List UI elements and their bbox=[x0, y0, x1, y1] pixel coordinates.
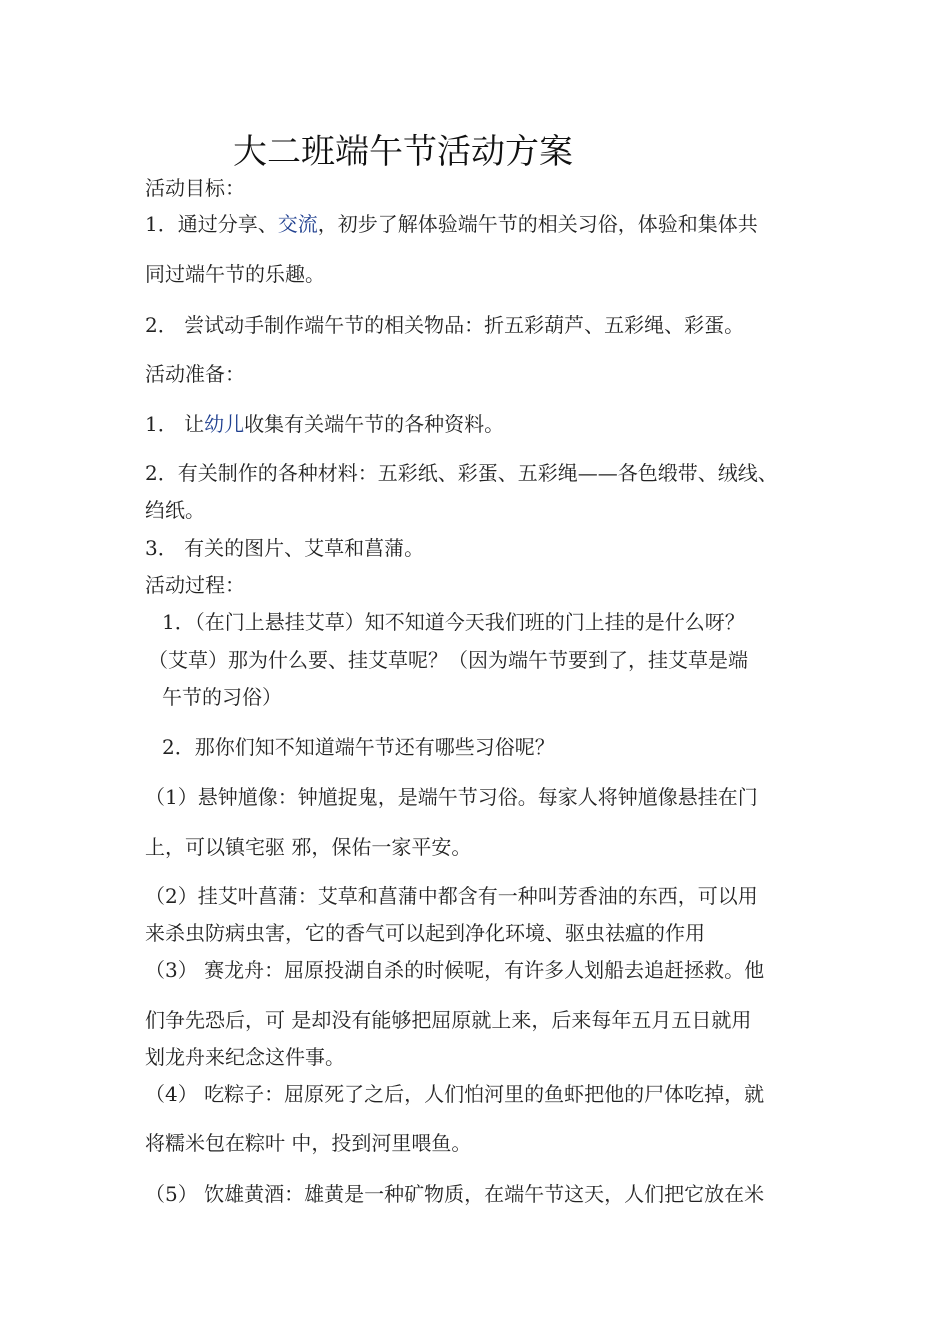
custom-4-continuation: 将糯米包在粽叶 中，投到河里喂鱼。 bbox=[145, 1131, 472, 1155]
custom-4: （4） 吃粽子：屈原死了之后，人们怕河里的鱼虾把他的尸体吃掉，就 bbox=[145, 1082, 765, 1106]
document-title: 大二班端午节活动方案 bbox=[233, 132, 573, 172]
custom-1-continuation: 上，可以镇宅驱 邪，保佑一家平安。 bbox=[145, 835, 472, 859]
prep-3: 3． 有关的图片、艾草和菖蒲。 bbox=[145, 536, 425, 560]
goal-1-link[interactable]: 交流 bbox=[277, 212, 318, 236]
prep-1 bbox=[145, 412, 504, 436]
goal-1-continuation: 同过端午节的乐趣。 bbox=[145, 262, 325, 286]
custom-2: （2）挂艾叶菖蒲：艾草和菖蒲中都含有一种叫芳香油的东西，可以用 bbox=[145, 884, 758, 908]
goals-heading: 活动目标： bbox=[145, 176, 245, 200]
custom-1: （1）悬钟馗像：钟馗捉鬼，是端午节习俗。每家人将钟馗像悬挂在门 bbox=[145, 785, 758, 809]
custom-3-continuation-2: 划龙舟来纪念这件事。 bbox=[145, 1045, 345, 1069]
process-1-continuation-2: 午节的习俗） bbox=[162, 685, 282, 709]
prep-1-link[interactable]: 幼儿 bbox=[204, 412, 245, 436]
prep-1-text: 1． 让 bbox=[145, 412, 205, 436]
goal-1-text: 1．通过分享、 bbox=[145, 212, 278, 236]
prep-2: 2．有关制作的各种材料：五彩纸、彩蛋、五彩绳——各色缎带、绒线、 bbox=[145, 461, 778, 485]
process-2: 2．那你们知不知道端午节还有哪些习俗呢？ bbox=[162, 735, 555, 759]
process-heading: 活动过程： bbox=[145, 573, 245, 597]
prep-2-continuation: 绉纸。 bbox=[145, 498, 205, 522]
process-1: 1．（在门上悬挂艾草）知不知道今天我们班的门上挂的是什么呀？ bbox=[162, 610, 745, 634]
custom-3-continuation-1: 们争先恐后，可 是却没有能够把屈原就上来，后来每年五月五日就用 bbox=[145, 1008, 752, 1032]
custom-3: （3） 赛龙舟：屈原投湖自杀的时候呢，有许多人划船去追赶拯救。他 bbox=[145, 958, 765, 982]
prep-heading: 活动准备： bbox=[145, 362, 245, 386]
process-1-continuation-1: （艾草）那为什么要、挂艾草呢？（因为端午节要到了，挂艾草是端 bbox=[148, 648, 748, 672]
goal-1 bbox=[145, 212, 758, 236]
custom-5: （5） 饮雄黄酒：雄黄是一种矿物质，在端午节这天，人们把它放在米 bbox=[145, 1182, 765, 1206]
custom-2-continuation: 来杀虫防病虫害，它的香气可以起到净化环境、驱虫祛瘟的作用 bbox=[145, 921, 705, 945]
goal-2: 2． 尝试动手制作端午节的相关物品：折五彩葫芦、五彩绳、彩蛋。 bbox=[145, 313, 745, 337]
goal-1-text-rest: ，初步了解体验端午节的相关习俗，体验和集体共 bbox=[317, 212, 758, 236]
prep-1-text-rest: 收集有关端午节的各种资料。 bbox=[244, 412, 505, 436]
